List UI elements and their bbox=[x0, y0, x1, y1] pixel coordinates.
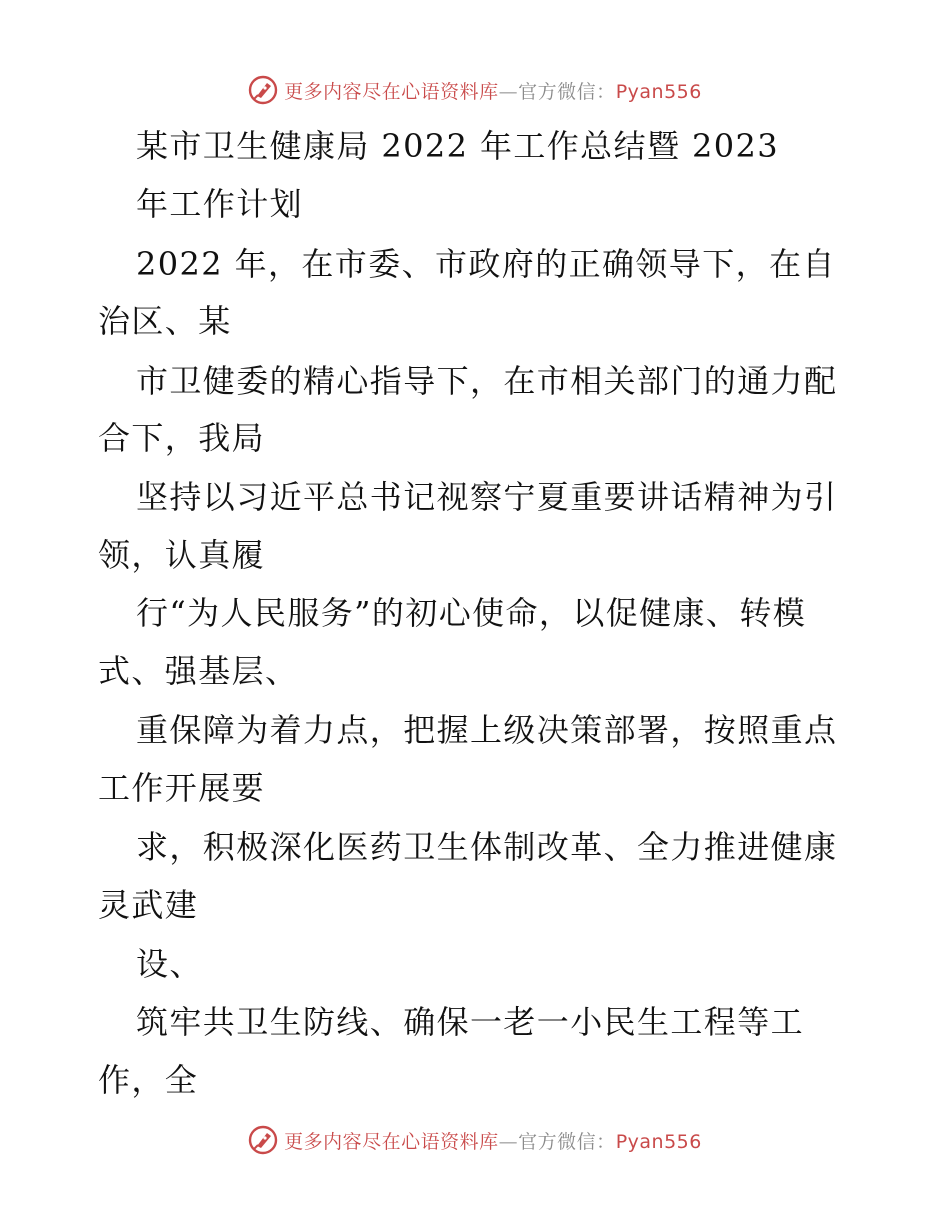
watermark-banner-bottom bbox=[0, 1120, 950, 1160]
paragraph-line: 重保障为着力点，把握上级决策部署，按照重点 bbox=[136, 711, 838, 749]
paragraph-line: 作，全 bbox=[98, 1061, 199, 1099]
paragraph-line: 合下，我局 bbox=[98, 419, 266, 457]
paragraph-line: 行“为人民服务”的初心使命，以促健康、转模 bbox=[136, 594, 807, 632]
document-title-line-1: 某市卫生健康局 2022 年工作总结暨 2023 bbox=[136, 127, 779, 165]
watermark-text: 更多内容尽在心语资料库—官方微信：Pyan556 bbox=[284, 1130, 702, 1153]
paragraph-line: 领，认真履 bbox=[98, 536, 266, 574]
paragraph-line: 市卫健委的精心指导下，在市相关部门的通力配 bbox=[136, 362, 838, 400]
paragraph-line: 式、强基层、 bbox=[98, 652, 299, 690]
paragraph-line: 坚持以习近平总书记视察宁夏重要讲话精神为引 bbox=[136, 478, 838, 516]
watermark-text: 更多内容尽在心语资料库—官方微信：Pyan556 bbox=[284, 80, 702, 103]
paragraph-line: 筑牢共卫生防线、确保一老一小民生工程等工 bbox=[136, 1003, 805, 1041]
paragraph-line: 设、 bbox=[136, 945, 203, 983]
paragraph-line: 2022 年，在市委、市政府的正确领导下，在自 bbox=[136, 245, 836, 283]
paragraph-line: 治区、某 bbox=[98, 302, 232, 340]
pen-nib-logo-icon bbox=[248, 75, 278, 105]
watermark-banner-top bbox=[0, 70, 950, 110]
paragraph-line: 求，积极深化医药卫生体制改革、全力推进健康 bbox=[136, 828, 838, 866]
paragraph-line: 灵武建 bbox=[98, 886, 199, 924]
document-title-line-2: 年工作计划 bbox=[136, 185, 304, 223]
paragraph-line: 工作开展要 bbox=[98, 769, 266, 807]
pen-nib-logo-icon bbox=[248, 1125, 278, 1155]
